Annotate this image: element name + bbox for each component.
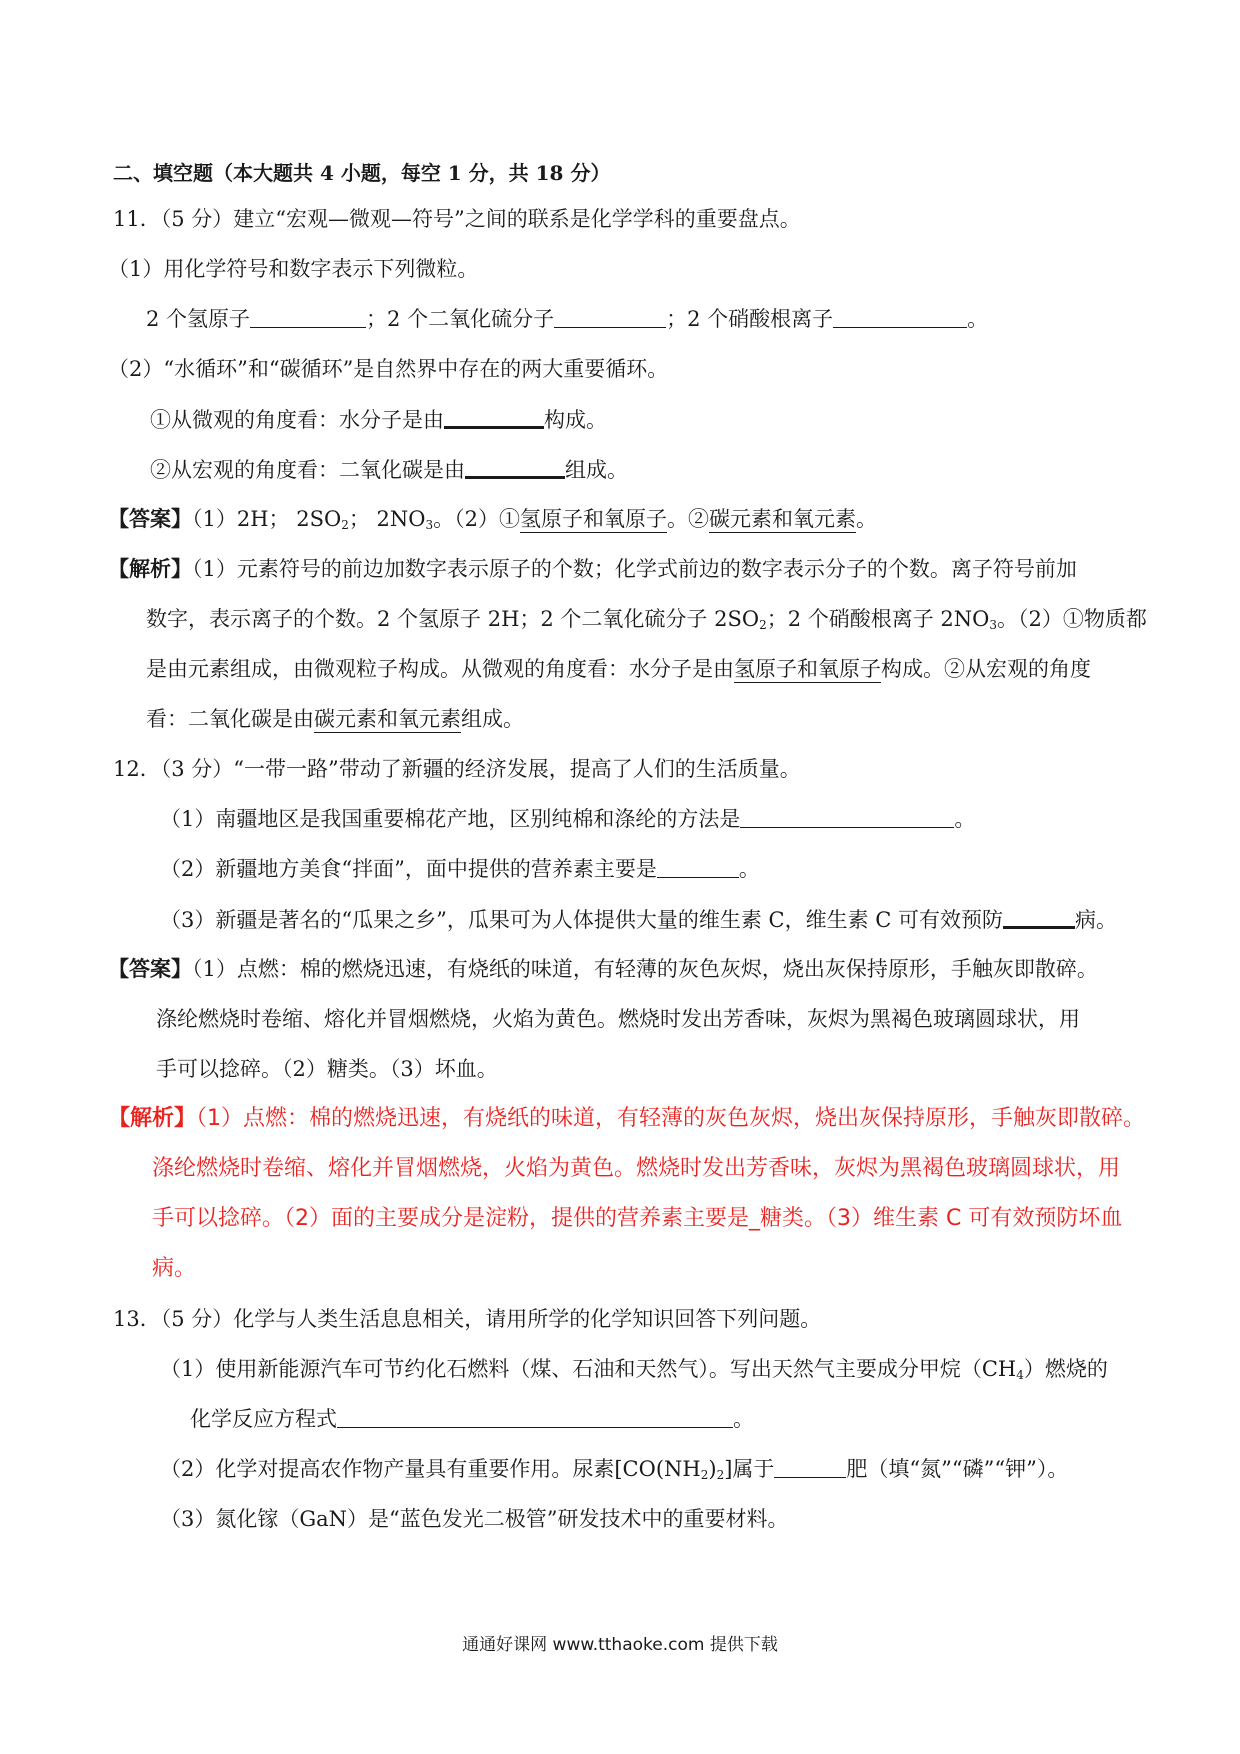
- q12-analysis-line1: [108, 1104, 1145, 1134]
- q11-label-c: ；2 个硝酸根离子: [666, 307, 834, 331]
- q11-blank-a[interactable]: [250, 305, 366, 328]
- q11-part2-2-end: 组成。: [565, 458, 628, 482]
- q12-answer-line3: 手可以捻碎。（2）糖类。（3）坏血。: [156, 1057, 498, 1081]
- q12-analysis-line2: 涤纶燃烧时卷缩、熔化并冒烟燃烧，火焰为黄色。燃烧时发出芳香味，灰烬为黑褐色玻璃圆球状，用: [152, 1156, 1121, 1181]
- q12-answer-line2: 涤纶燃烧时卷缩、熔化并冒烟燃烧，火焰为黄色。燃烧时发出芳香味，灰烬为黑褐色玻璃圆球状，用: [156, 1007, 1080, 1031]
- q11-part2-1: [150, 404, 607, 435]
- q12-analysis-text1: （1）点燃：棉的燃烧迅速，有烧纸的味道，有轻薄的灰色灰烬，烧出灰保持原形，手触灰即散碎。: [196, 1106, 1146, 1131]
- q12-answer-text1: （1）点燃：棉的燃烧迅速，有烧纸的味道，有轻薄的灰色灰烬，烧出灰保持原形，手触灰即散碎。: [192, 957, 1098, 981]
- q11-blank-d[interactable]: [444, 404, 544, 429]
- q12-stem: 12．（3 分）“一带一路”带动了新疆的经济发展，提高了人们的生活质量。: [113, 757, 801, 781]
- q13-part2-text-a: （2）化学对提高农作物产量具有重要作用。尿素[CO(NH: [160, 1457, 701, 1481]
- q12-answer-label: 【答案】: [108, 956, 192, 981]
- q12-analysis-label: 【解析】: [108, 1106, 197, 1131]
- q13-part1-line1: [160, 1354, 1108, 1384]
- q13-part2-text-b: ): [708, 1457, 717, 1481]
- q13-part2-sub2: 2: [716, 1468, 725, 1482]
- q12-analysis-line3: 手可以捻碎。（2）面的主要成分是淀粉，提供的营养素主要是_糖类。（3）维生素 C 可有效预防坏血: [152, 1206, 1123, 1231]
- q11-analysis-text2a: 数字，表示离子的个数。2 个氢原子 2H；2 个二氧化硫分子 2SO: [146, 607, 760, 631]
- q11-analysis-sub1: 2: [759, 618, 767, 632]
- q11-answer-part-d: 。②: [666, 507, 709, 531]
- q11-answer-part-b: ； 2NO: [348, 507, 426, 531]
- q11-blank-b[interactable]: [554, 305, 666, 328]
- q11-analysis-text2b: ；2 个硝酸根离子 2NO: [766, 607, 990, 631]
- q12-part1-text: （1）南疆地区是我国重要棉花产地，区别纯棉和涤纶的方法是: [160, 807, 741, 831]
- q11-end: 。: [967, 307, 989, 331]
- q12-blank-2[interactable]: [657, 855, 739, 878]
- q11-part2-1-end: 构成。: [544, 408, 607, 432]
- q13-blank-1[interactable]: [337, 1405, 733, 1428]
- q12-part2-end: 。: [738, 857, 760, 881]
- q13-part1-text1a: （1）使用新能源汽车可节约化石燃料（煤、石油和天然气）。写出天然气主要成分甲烷（CH: [160, 1357, 1017, 1381]
- q13-part2-sub1: 2: [700, 1468, 709, 1482]
- q11-part1-blanks-line: [146, 304, 988, 334]
- q11-label-b: ；2 个二氧化硫分子: [366, 307, 555, 331]
- q11-part2: （2）“水循环”和“碳循环”是自然界中存在的两大重要循环。: [108, 357, 669, 381]
- q11-answer-part-a: （1）2H； 2SO: [192, 507, 342, 531]
- q11-part2-2-text: ②从宏观的角度看：二氧化碳是由: [150, 458, 465, 482]
- q12-analysis-line4: 病。: [152, 1256, 197, 1281]
- q11-answer-part-c: 。（2）①: [433, 507, 520, 531]
- q13-part1-text1b: ）燃烧的: [1023, 1357, 1108, 1381]
- q12-blank-1[interactable]: [740, 805, 954, 828]
- q11-analysis-text4b: 组成。: [461, 707, 524, 731]
- q12-part3-end: 病。: [1075, 908, 1117, 932]
- q11-analysis-line1: [108, 554, 1077, 584]
- q11-analysis-sub2: 3: [989, 618, 998, 632]
- q13-blank-2[interactable]: [774, 1455, 846, 1478]
- q12-part1: [160, 804, 975, 834]
- q11-analysis-text3a: 是由元素组成，由微观粒子构成。从微观的角度看：水分子是由: [146, 657, 734, 681]
- q13-part2: [160, 1454, 1068, 1484]
- q11-analysis-text1: （1）元素符号的前边加数字表示原子的个数；化学式前边的数字表示分子的个数。离子符号前加: [192, 557, 1077, 581]
- q11-analysis-line3: [146, 654, 1091, 684]
- q13-part3: （3）氮化镓（GaN）是“蓝色发光二极管”研发技术中的重要材料。: [160, 1507, 789, 1531]
- q11-analysis-line4: [146, 704, 524, 734]
- q12-blank-3[interactable]: [1003, 904, 1075, 929]
- q11-answer: [108, 504, 877, 534]
- q11-blank-e[interactable]: [465, 454, 565, 479]
- q11-part2-2: [150, 454, 628, 485]
- q11-answer-part-e: 。: [855, 507, 877, 531]
- q11-part1: （1）用化学符号和数字表示下列微粒。: [108, 257, 479, 281]
- section-title: 二、填空题（本大题共 4 小题，每空 1 分，共 18 分）: [113, 161, 611, 185]
- q13-part1-sub: 4: [1016, 1368, 1024, 1382]
- q11-answer-underlined-1: 氢原子和氧原子: [519, 507, 667, 531]
- q11-stem: 11．（5 分）建立“宏观—微观—符号”之间的联系是化学学科的重要盘点。: [113, 207, 801, 231]
- q13-part1-text2: 化学反应方程式: [190, 1407, 337, 1431]
- q11-blank-c[interactable]: [833, 305, 967, 328]
- q11-analysis-line2: [146, 604, 1147, 634]
- q13-part1-end: 。: [733, 1407, 754, 1431]
- q12-part3: [160, 904, 1117, 935]
- q11-answer-sub1: 2: [341, 518, 349, 532]
- q13-part2-text-d: 肥（填“氮”“磷”“钾”）。: [846, 1457, 1069, 1481]
- q11-answer-sub2: 3: [425, 518, 434, 532]
- page-footer: 通通好课网 www.tthaoke.com 提供下载: [462, 1635, 778, 1655]
- q11-analysis-underlined-1: 氢原子和氧原子: [734, 657, 881, 681]
- q11-analysis-label: 【解析】: [108, 556, 192, 581]
- q12-part1-end: 。: [954, 807, 976, 831]
- q11-answer-underlined-2: 碳元素和氧元素: [708, 507, 856, 531]
- q11-analysis-text2c: 。（2）①物质都: [997, 607, 1147, 631]
- q12-part2: [160, 854, 760, 884]
- q13-part2-text-c: ]属于: [724, 1457, 775, 1481]
- q13-part1-line2: [190, 1404, 754, 1434]
- q11-analysis-text4a: 看：二氧化碳是由: [146, 707, 314, 731]
- q13-stem: 13．（5 分）化学与人类生活息息相关，请用所学的化学知识回答下列问题。: [113, 1307, 822, 1331]
- q11-answer-label: 【答案】: [108, 506, 192, 531]
- q12-part3-text: （3）新疆是著名的“瓜果之乡”，瓜果可为人体提供大量的维生素 C，维生素 C 可有效预防: [160, 908, 1003, 932]
- q11-analysis-underlined-2: 碳元素和氧元素: [314, 707, 461, 731]
- q11-part2-1-text: ①从微观的角度看：水分子是由: [150, 408, 444, 432]
- q12-part2-text: （2）新疆地方美食“拌面”，面中提供的营养素主要是: [160, 857, 657, 881]
- q11-label-a: 2 个氢原子: [146, 307, 251, 331]
- q11-analysis-text3b: 构成。②从宏观的角度: [881, 657, 1091, 681]
- q12-answer-line1: [108, 954, 1098, 984]
